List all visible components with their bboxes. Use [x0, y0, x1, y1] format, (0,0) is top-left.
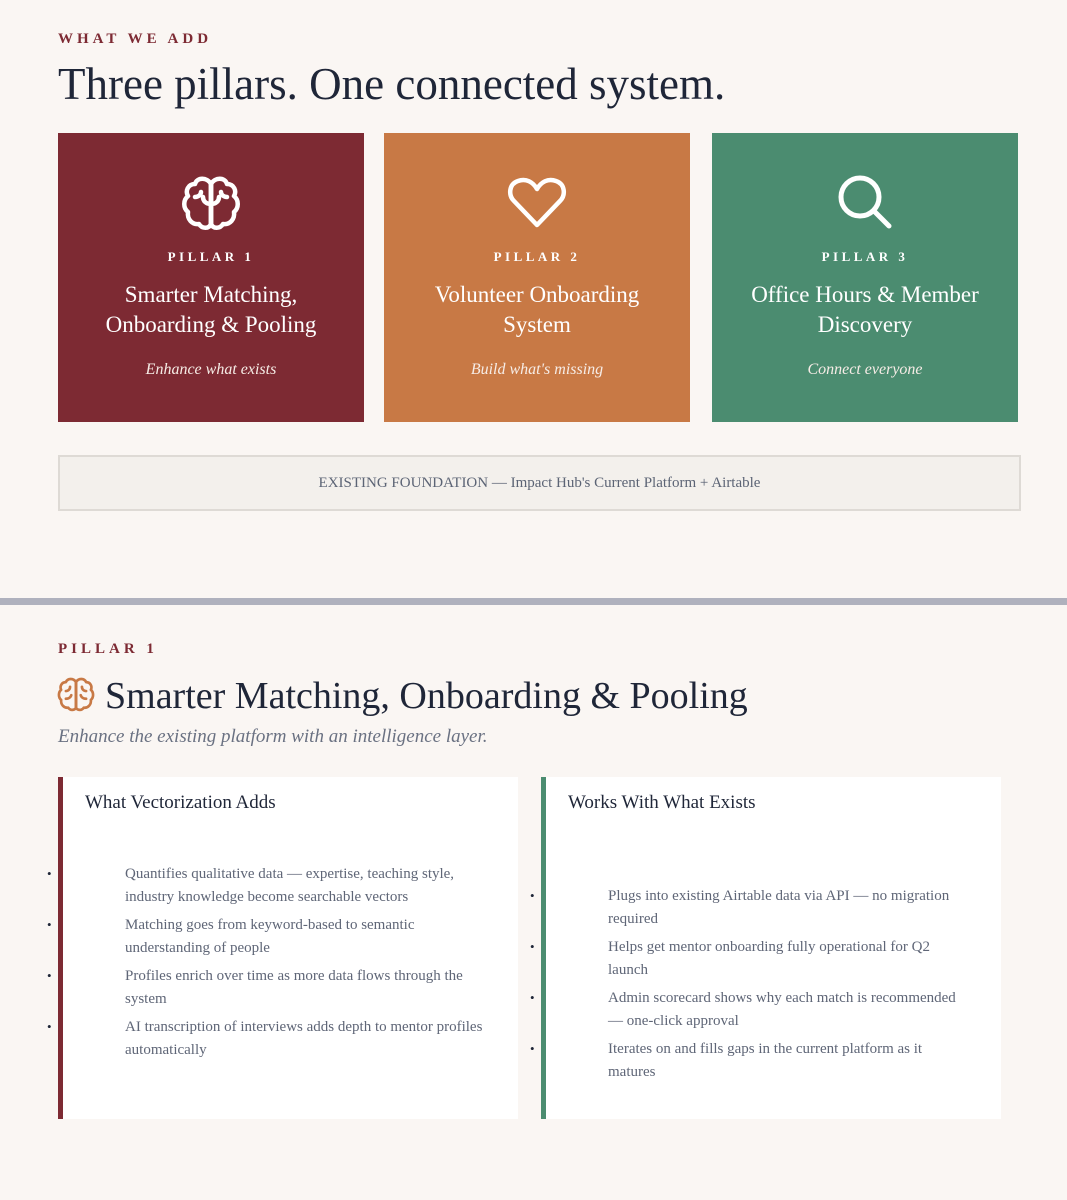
detail-eyebrow: PILLAR 1 — [58, 641, 158, 657]
what-we-add-section — [0, 0, 1067, 598]
panel-heading: What Vectorization Adds — [85, 792, 276, 813]
list-item-text: Quantifies qualitative data — expertise, teaching style, industry knowledge become searchable vectors — [125, 866, 455, 905]
section-title: Three pillars. One connected system. — [58, 59, 726, 109]
bullet: • — [47, 917, 52, 932]
section-divider — [0, 598, 1067, 605]
panel-heading: Works With What Exists — [568, 792, 756, 813]
list-item — [47, 965, 518, 1010]
bullet: • — [47, 866, 52, 881]
existing-foundation-bar: EXISTING FOUNDATION — Impact Hub's Current Platform + Airtable — [58, 455, 1021, 511]
pillar-card-3[interactable] — [712, 133, 1018, 422]
bullet: • — [530, 1041, 535, 1056]
pillar-label: PILLAR 3 — [821, 249, 909, 264]
search-icon — [833, 170, 897, 234]
bullet: • — [530, 939, 535, 954]
bullet: • — [530, 888, 535, 903]
bullet: • — [47, 968, 52, 983]
list-item-text: Admin scorecard shows why each match is recommended — one-click approval — [608, 990, 956, 1029]
brain-icon — [57, 675, 95, 713]
list-item-text: Helps get mentor onboarding fully operational for Q2 launch — [608, 939, 931, 978]
list-item — [47, 1016, 518, 1061]
bullet: • — [530, 990, 535, 1005]
list-item-text: AI transcription of interviews adds depth to mentor profiles automatically — [125, 1019, 483, 1058]
list-item-text: Iterates on and fills gaps in the current platform as it matures — [608, 1041, 923, 1080]
detail-title: Smarter Matching, Onboarding & Pooling — [105, 675, 748, 717]
list-item — [47, 914, 518, 959]
pillar-card-1[interactable] — [58, 133, 364, 422]
pillar-label: PILLAR 1 — [167, 249, 255, 264]
section-eyebrow: WHAT WE ADD — [58, 31, 213, 47]
list-item — [47, 863, 518, 908]
pillar-title: Office Hours & Member Discovery — [751, 282, 979, 337]
list-item — [530, 936, 1001, 981]
brain-icon — [179, 170, 243, 234]
pillar-title: Volunteer Onboarding System — [434, 282, 640, 337]
pillar-subtitle: Enhance what exists — [145, 361, 277, 378]
list-item — [530, 987, 1001, 1032]
works-with-list — [530, 885, 1001, 1089]
list-item-text: Matching goes from keyword-based to semantic understanding of people — [125, 917, 415, 956]
vectorization-list — [47, 863, 518, 1067]
pillar-subtitle: Connect everyone — [807, 361, 923, 378]
pillar-card-2[interactable] — [384, 133, 690, 422]
bullet: • — [47, 1019, 52, 1034]
detail-subtitle: Enhance the existing platform with an intelligence layer. — [58, 726, 488, 747]
pillar-title: Smarter Matching, Onboarding & Pooling — [105, 282, 317, 337]
heart-icon — [505, 170, 569, 234]
pillar-subtitle: Build what's missing — [470, 361, 604, 378]
list-item — [530, 1038, 1001, 1083]
list-item — [530, 885, 1001, 930]
pillar-label: PILLAR 2 — [493, 249, 581, 264]
works-with-what-exists-panel — [530, 777, 1001, 1119]
list-item-text: Plugs into existing Airtable data via API — no migration required — [608, 888, 950, 927]
list-item-text: Profiles enrich over time as more data flows through the system — [125, 968, 463, 1007]
vectorization-panel — [47, 777, 518, 1119]
